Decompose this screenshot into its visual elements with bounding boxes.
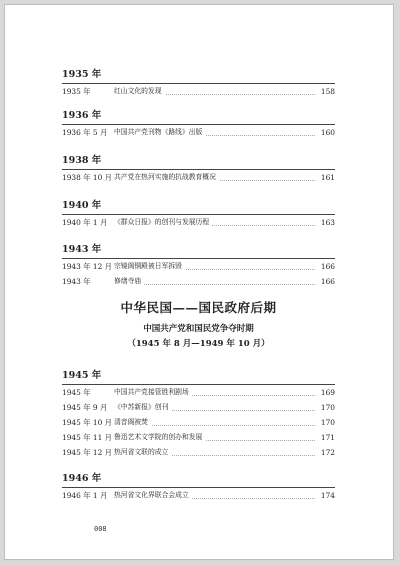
- entry-date: 1945 年 9 月: [62, 403, 108, 412]
- entry-title: 修缮寺庙: [114, 274, 144, 289]
- year-block: [62, 109, 335, 140]
- toc-entry[interactable]: [62, 84, 335, 99]
- entry-date: 1936 年 5 月: [62, 128, 108, 137]
- entry-page: 170: [318, 400, 335, 415]
- year-heading: 1945 年: [62, 370, 102, 381]
- toc-entry[interactable]: [62, 125, 335, 140]
- toc-entry[interactable]: [62, 274, 335, 289]
- entry-date: 1945 年: [62, 388, 91, 397]
- section-period: （1945 年 8 月—1949 年 10 月）: [127, 339, 270, 349]
- toc-entry[interactable]: [62, 430, 335, 445]
- entry-page: 170: [318, 415, 335, 430]
- section-title: 中华民国——国民政府后期: [120, 300, 277, 315]
- entry-title: 共产党在热河实施的抗战教育概况: [114, 170, 219, 185]
- entry-date: 1943 年: [62, 277, 91, 286]
- year-heading: 1940 年: [62, 200, 102, 211]
- year-heading: 1943 年: [62, 244, 102, 255]
- entry-page: 158: [318, 84, 335, 99]
- entry-page: 166: [318, 259, 335, 274]
- book-page: [4, 4, 394, 560]
- toc-entry[interactable]: [62, 415, 335, 430]
- entry-title: 《中苏新报》创刊: [114, 400, 171, 415]
- entry-title: 鲁迅艺术文学院的创办和发展: [114, 430, 205, 445]
- entry-title: 中国共产党刊物《路线》出版: [114, 125, 205, 140]
- year-block: [62, 199, 335, 230]
- entry-page: 172: [318, 445, 335, 460]
- entry-date: 1946 年 1 月: [62, 491, 108, 500]
- entry-page: 161: [318, 170, 335, 185]
- entry-title: 热河省文化界联合会成立: [114, 488, 192, 503]
- entry-page: 166: [318, 274, 335, 289]
- year-block: [62, 154, 335, 185]
- entry-page: 169: [318, 385, 335, 400]
- section-heading: [62, 298, 335, 349]
- entry-date: 1938 年 10 月: [62, 173, 113, 182]
- entry-date: 1935 年: [62, 87, 91, 96]
- year-heading: 1936 年: [62, 110, 102, 121]
- entry-title: 宗镜阁铜殿被日军拆毁: [114, 259, 185, 274]
- year-block: [62, 68, 335, 99]
- year-block: [62, 243, 335, 289]
- toc-entry[interactable]: [62, 170, 335, 185]
- year-heading: 1938 年: [62, 155, 102, 166]
- entry-date: 1945 年 11 月: [62, 433, 113, 442]
- toc-entry[interactable]: [62, 385, 335, 400]
- entry-page: 171: [318, 430, 335, 445]
- toc-entry[interactable]: [62, 215, 335, 230]
- entry-title: 清音阁被焚: [114, 415, 151, 430]
- entry-title: 热河省文联的成立: [114, 445, 171, 460]
- entry-page: 163: [318, 215, 335, 230]
- entry-title: 中国共产党接管胜利剧场: [114, 385, 192, 400]
- entry-title: 《群众日报》的创刊与发展历程: [114, 215, 212, 230]
- entry-date: 1943 年 12 月: [62, 262, 113, 271]
- entry-date: 1945 年 12 月: [62, 448, 113, 457]
- entry-page: 160: [318, 125, 335, 140]
- page-number: 008: [94, 525, 107, 533]
- toc-entry[interactable]: [62, 400, 335, 415]
- toc-entry[interactable]: [62, 259, 335, 274]
- year-heading: 1946 年: [62, 473, 102, 484]
- entry-date: 1940 年 1 月: [62, 218, 108, 227]
- year-heading: 1935 年: [62, 69, 102, 80]
- section-subtitle: 中国共产党和国民党争夺时期: [143, 324, 254, 334]
- entry-title: 红山文化的发现: [114, 84, 165, 99]
- entry-date: 1945 年 10 月: [62, 418, 113, 427]
- toc-entry[interactable]: [62, 445, 335, 460]
- toc-entry[interactable]: [62, 488, 335, 503]
- entry-page: 174: [318, 488, 335, 503]
- year-block: [62, 369, 335, 460]
- year-block: [62, 472, 335, 503]
